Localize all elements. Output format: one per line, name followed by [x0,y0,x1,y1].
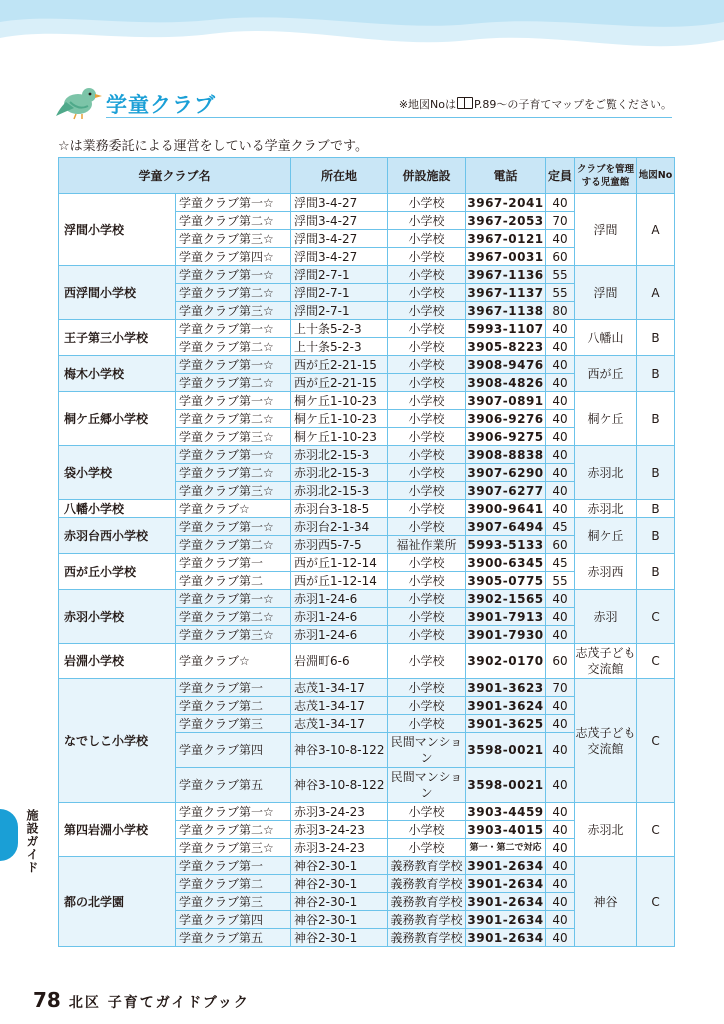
club-name: 学童クラブ第一 [176,679,291,697]
map-no: B [637,356,675,392]
club-name: 学童クラブ第二☆ [176,338,291,356]
phone: 3901-3623 [467,680,544,695]
map-no: C [637,857,675,947]
address: 志茂1-34-17 [291,697,388,715]
facility: 義務教育学校 [388,929,466,947]
top-wave-decoration [0,0,724,58]
address: 岩淵町6-6 [291,644,388,679]
phone: 3901-2634 [467,930,544,945]
school-name: 第四岩淵小学校 [59,803,176,857]
facility: 小学校 [388,803,466,821]
address: 赤羽北2-15-3 [291,482,388,500]
facility: 小学校 [388,697,466,715]
table-row [59,392,675,410]
facility: 義務教育学校 [388,857,466,875]
capacity: 40 [546,410,575,428]
club-name: 学童クラブ第二☆ [176,410,291,428]
capacity: 40 [546,626,575,644]
capacity: 40 [546,392,575,410]
phone: 3900-6345 [467,555,544,570]
facility: 福祉作業所 [388,536,466,554]
capacity: 60 [546,644,575,679]
facility: 小学校 [388,194,466,212]
club-name: 学童クラブ第一☆ [176,590,291,608]
jidokan: 赤羽北 [575,446,637,500]
club-name: 学童クラブ第二 [176,697,291,715]
col-header-address: 所在地 [291,158,388,194]
jidokan: 桐ケ丘 [575,392,637,446]
club-name: 学童クラブ第二 [176,572,291,590]
capacity: 40 [546,821,575,839]
address: 赤羽3-24-23 [291,821,388,839]
map-no: B [637,518,675,554]
facility: 小学校 [388,248,466,266]
address: 赤羽北2-15-3 [291,464,388,482]
club-name: 学童クラブ第三☆ [176,302,291,320]
phone: 3903-4015 [467,822,544,837]
capacity: 40 [546,608,575,626]
club-name: 学童クラブ第二☆ [176,536,291,554]
facility: 小学校 [388,679,466,697]
club-name: 学童クラブ第一☆ [176,266,291,284]
club-name: 学童クラブ第三☆ [176,839,291,857]
jidokan: 赤羽西 [575,554,637,590]
address: 神谷2-30-1 [291,875,388,893]
facility: 小学校 [388,644,466,679]
facility: 小学校 [388,266,466,284]
address: 赤羽台2-1-34 [291,518,388,536]
map-note [399,96,672,112]
phone: 3907-0891 [467,393,544,408]
club-name: 学童クラブ第二☆ [176,212,291,230]
col-header-map-no: 地図No [637,158,675,194]
address: 神谷2-30-1 [291,929,388,947]
jidokan: 赤羽 [575,590,637,644]
col-header-club: 学童クラブ名 [59,158,291,194]
facility: 小学校 [388,374,466,392]
facility: 民間マンション [388,733,466,768]
facility: 小学校 [388,284,466,302]
table-row [59,446,675,464]
capacity: 40 [546,715,575,733]
map-no: C [637,803,675,857]
jidokan: 八幡山 [575,320,637,356]
phone: 3905-0775 [467,573,544,588]
club-name: 学童クラブ第一☆ [176,803,291,821]
table-row [59,266,675,284]
jidokan: 西が丘 [575,356,637,392]
address: 神谷2-30-1 [291,857,388,875]
phone: 3907-6494 [467,519,544,534]
phone: 3903-4459 [467,804,544,819]
facility: 小学校 [388,626,466,644]
table-row [59,500,675,518]
capacity: 40 [546,875,575,893]
club-name: 学童クラブ第三☆ [176,626,291,644]
facility: 小学校 [388,212,466,230]
club-name: 学童クラブ第一☆ [176,392,291,410]
phone: 3901-2634 [467,876,544,891]
table-header-row [59,158,675,194]
school-name: なでしこ小学校 [59,679,176,803]
phone: 3967-1138 [467,303,544,318]
club-name: 学童クラブ第二☆ [176,821,291,839]
address: 桐ケ丘1-10-23 [291,392,388,410]
facility: 小学校 [388,338,466,356]
address: 志茂1-34-17 [291,715,388,733]
phone: 3967-2041 [467,195,544,210]
col-header-facility: 併設施設 [388,158,466,194]
table-row [59,194,675,212]
address: 上十条5-2-3 [291,320,388,338]
address: 浮間3-4-27 [291,212,388,230]
address: 浮間3-4-27 [291,194,388,212]
capacity: 40 [546,839,575,857]
table-row [59,679,675,697]
phone: 3967-0121 [467,231,544,246]
facility: 小学校 [388,464,466,482]
capacity: 40 [546,500,575,518]
school-name: 都の北学園 [59,857,176,947]
facility: 義務教育学校 [388,893,466,911]
club-name: 学童クラブ第三☆ [176,428,291,446]
capacity: 60 [546,248,575,266]
facility: 小学校 [388,428,466,446]
facility: 小学校 [388,572,466,590]
school-name: 王子第三小学校 [59,320,176,356]
phone: 3908-4826 [467,375,544,390]
jidokan: 志茂子ども交流館 [575,644,637,679]
club-name: 学童クラブ第五 [176,929,291,947]
table-row [59,644,675,679]
map-no: B [637,500,675,518]
jidokan: 桐ケ丘 [575,518,637,554]
jidokan: 神谷 [575,857,637,947]
capacity: 60 [546,536,575,554]
facility: 小学校 [388,410,466,428]
capacity: 40 [546,857,575,875]
phone: 3908-9476 [467,357,544,372]
table-row [59,356,675,374]
phone: 3901-2634 [467,858,544,873]
map-no: A [637,266,675,320]
capacity: 55 [546,572,575,590]
phone: 3967-2053 [467,213,544,228]
phone: 3905-8223 [467,339,544,354]
club-name: 学童クラブ第三☆ [176,482,291,500]
capacity: 40 [546,697,575,715]
school-name: 西浮間小学校 [59,266,176,320]
book-icon [457,97,473,109]
capacity: 40 [546,929,575,947]
address: 浮間2-7-1 [291,284,388,302]
facility: 小学校 [388,608,466,626]
capacity: 40 [546,733,575,768]
address: 神谷2-30-1 [291,893,388,911]
map-no: B [637,446,675,500]
col-header-jidokan: クラブを管理する児童館 [575,158,637,194]
jidokan: 浮間 [575,266,637,320]
phone: 3901-7913 [467,609,544,624]
club-name: 学童クラブ第一 [176,554,291,572]
map-no: C [637,590,675,644]
club-name: 学童クラブ第四 [176,911,291,929]
map-no: A [637,194,675,266]
facility: 小学校 [388,821,466,839]
phone: 3901-2634 [467,912,544,927]
phone: 第一・第二で対応 [466,839,546,857]
footer [33,988,250,1012]
address: 浮間3-4-27 [291,248,388,266]
club-name: 学童クラブ☆ [176,500,291,518]
sidebar-label: 施設ガイド [25,809,39,874]
map-no: B [637,320,675,356]
phone: 3901-7930 [467,627,544,642]
title-underline [106,117,672,118]
page-title: 学童クラブ [106,93,216,117]
bird-icon [56,82,104,120]
section-header [56,86,672,122]
map-note-suffix: P.89〜の子育てマップをご覧ください。 [474,98,672,111]
capacity: 40 [546,356,575,374]
table-row [59,554,675,572]
club-name: 学童クラブ第四 [176,733,291,768]
phone: 3967-1137 [467,285,544,300]
club-name: 学童クラブ第二☆ [176,284,291,302]
club-name: 学童クラブ第五 [176,768,291,803]
phone: 3906-9275 [467,429,544,444]
club-name: 学童クラブ第一☆ [176,446,291,464]
capacity: 55 [546,284,575,302]
address: 志茂1-34-17 [291,679,388,697]
club-name: 学童クラブ第一☆ [176,194,291,212]
address: 赤羽北2-15-3 [291,446,388,464]
capacity: 40 [546,768,575,803]
capacity: 40 [546,446,575,464]
address: 赤羽3-24-23 [291,839,388,857]
club-name: 学童クラブ第三☆ [176,230,291,248]
school-name: 浮間小学校 [59,194,176,266]
school-name: 八幡小学校 [59,500,176,518]
capacity: 70 [546,679,575,697]
map-no: C [637,644,675,679]
capacity: 40 [546,230,575,248]
facility: 小学校 [388,446,466,464]
address: 西が丘1-12-14 [291,554,388,572]
address: 神谷3-10-8-122 [291,733,388,768]
capacity: 55 [546,266,575,284]
address: 浮間2-7-1 [291,266,388,284]
facility: 小学校 [388,230,466,248]
facility: 義務教育学校 [388,875,466,893]
facility: 小学校 [388,715,466,733]
table-row [59,590,675,608]
address: 桐ケ丘1-10-23 [291,428,388,446]
page-number: 78 [33,988,61,1012]
phone: 3902-0170 [466,644,546,679]
intro-text: ☆は業務委託による運営をしている学童クラブです。 [58,139,369,154]
jidokan: 浮間 [575,194,637,266]
facility: 小学校 [388,392,466,410]
club-name: 学童クラブ第二☆ [176,464,291,482]
capacity: 40 [546,338,575,356]
capacity: 40 [546,320,575,338]
phone: 3901-2634 [467,894,544,909]
jidokan: 赤羽北 [575,803,637,857]
capacity: 40 [546,893,575,911]
school-name: 梅木小学校 [59,356,176,392]
club-name: 学童クラブ第二☆ [176,374,291,392]
map-no: B [637,554,675,590]
address: 赤羽西5-7-5 [291,536,388,554]
facility: 民間マンション [388,768,466,803]
capacity: 40 [546,194,575,212]
club-name: 学童クラブ第二 [176,875,291,893]
table-row [59,803,675,821]
school-name: 岩淵小学校 [59,644,176,679]
club-name: 学童クラブ第四☆ [176,248,291,266]
phone: 5993-5133 [467,537,544,552]
capacity: 40 [546,374,575,392]
address: 浮間3-4-27 [291,230,388,248]
phone: 5993-1107 [467,321,544,336]
club-name: 学童クラブ第三 [176,715,291,733]
phone: 3598-0021 [466,733,546,768]
club-name: 学童クラブ第三 [176,893,291,911]
phone: 3901-3624 [467,698,544,713]
table-body [59,194,675,947]
club-name: 学童クラブ☆ [176,644,291,679]
address: 西が丘2-21-15 [291,374,388,392]
facility: 小学校 [388,500,466,518]
address: 赤羽1-24-6 [291,590,388,608]
table-row [59,518,675,536]
phone: 3906-9276 [467,411,544,426]
table-row [59,320,675,338]
capacity: 40 [546,803,575,821]
school-name: 赤羽台西小学校 [59,518,176,554]
address: 西が丘2-21-15 [291,356,388,374]
capacity: 45 [546,554,575,572]
club-name: 学童クラブ第一☆ [176,356,291,374]
facility: 義務教育学校 [388,911,466,929]
jidokan: 志茂子ども交流館 [575,679,637,803]
facility: 小学校 [388,302,466,320]
col-header-capacity: 定員 [546,158,575,194]
phone: 3967-0031 [467,249,544,264]
phone: 3900-9641 [467,501,544,516]
school-name: 桐ケ丘郷小学校 [59,392,176,446]
address: 神谷3-10-8-122 [291,768,388,803]
phone: 3908-8838 [467,447,544,462]
book-title: 北区 子育てガイドブック [68,995,250,1011]
capacity: 40 [546,464,575,482]
jidokan: 赤羽北 [575,500,637,518]
school-name: 赤羽小学校 [59,590,176,644]
capacity: 40 [546,590,575,608]
facility: 小学校 [388,482,466,500]
gakudo-club-table [58,157,675,947]
phone: 3967-1136 [467,267,544,282]
capacity: 40 [546,482,575,500]
club-name: 学童クラブ第一 [176,857,291,875]
address: 赤羽3-24-23 [291,803,388,821]
address: 赤羽1-24-6 [291,608,388,626]
capacity: 80 [546,302,575,320]
club-name: 学童クラブ第一☆ [176,320,291,338]
map-no: C [637,679,675,803]
facility: 小学校 [388,356,466,374]
phone: 3901-3625 [467,716,544,731]
facility: 小学校 [388,554,466,572]
table-row [59,857,675,875]
phone: 3598-0021 [466,768,546,803]
capacity: 40 [546,428,575,446]
address: 赤羽1-24-6 [291,626,388,644]
club-name: 学童クラブ第一☆ [176,518,291,536]
address: 神谷2-30-1 [291,911,388,929]
address: 上十条5-2-3 [291,338,388,356]
phone: 3902-1565 [467,591,544,606]
club-name: 学童クラブ第二☆ [176,608,291,626]
phone: 3907-6290 [467,465,544,480]
address: 赤羽台3-18-5 [291,500,388,518]
facility: 小学校 [388,518,466,536]
address: 浮間2-7-1 [291,302,388,320]
phone: 3907-6277 [467,483,544,498]
col-header-phone: 電話 [466,158,546,194]
map-no: B [637,392,675,446]
school-name: 袋小学校 [59,446,176,500]
map-note-prefix: ※地図Noは [398,98,457,111]
capacity: 70 [546,212,575,230]
address: 桐ケ丘1-10-23 [291,410,388,428]
section-tab [0,809,18,861]
capacity: 40 [546,911,575,929]
facility: 小学校 [388,590,466,608]
facility: 小学校 [388,320,466,338]
school-name: 西が丘小学校 [59,554,176,590]
capacity: 45 [546,518,575,536]
address: 西が丘1-12-14 [291,572,388,590]
facility: 小学校 [388,839,466,857]
